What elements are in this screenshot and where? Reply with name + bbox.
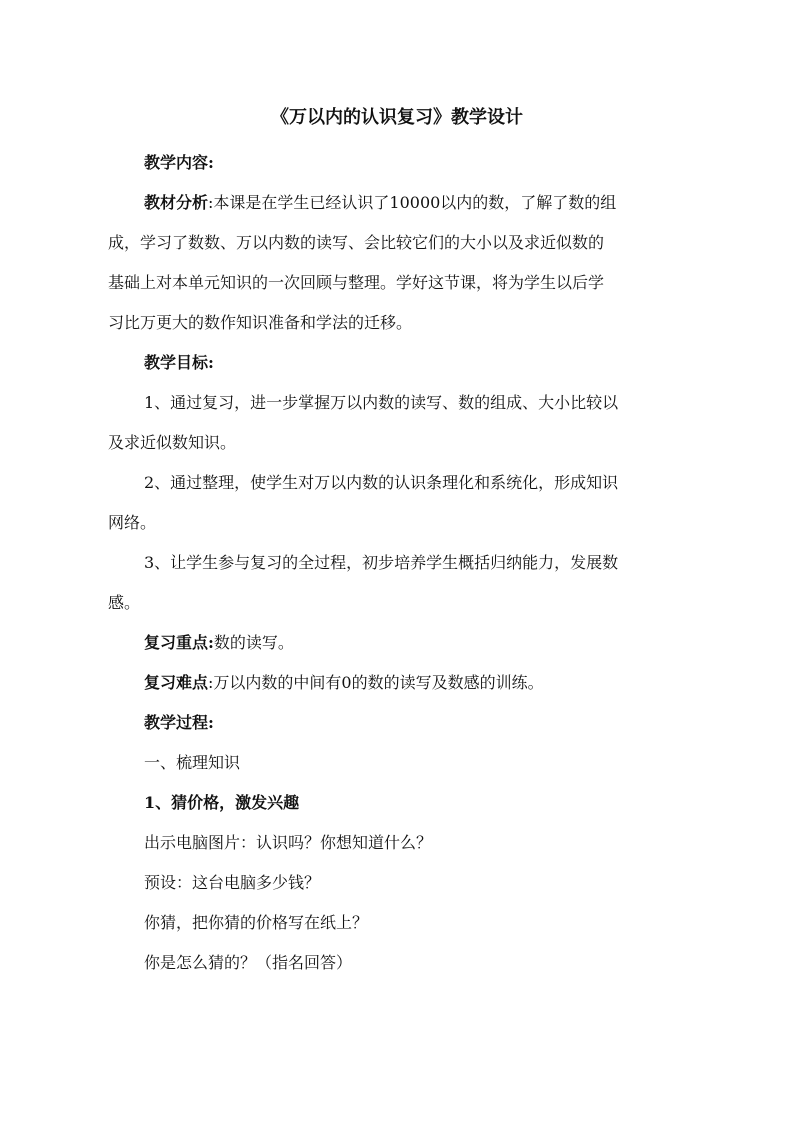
goal-2-line-1: 2、通过整理，使学生对万以内数的认识条理化和系统化，形成知识 [144, 473, 619, 492]
goal-3-line-2: 感。 [108, 593, 141, 612]
difficulty-line [108, 663, 694, 703]
goal-1-line-2: 及求近似数知识。 [108, 433, 237, 452]
material-analysis-text: :本课是在学生已经认识了10000以内的数，了解了数的组 [208, 193, 617, 212]
material-analysis-line-3: 基础上对本单元知识的一次回顾与整理。学好这节课，将为学生以后学 [108, 273, 605, 292]
process-paragraph-1: 出示电脑图片：认识吗？你想知道什么？ [144, 833, 433, 852]
process-item-1: 1、猜价格，激发兴趣 [144, 793, 300, 812]
document-title: 《万以内的认识复习》教学设计 [271, 107, 523, 128]
document-body [108, 143, 694, 983]
goal-2-line-2: 网络。 [108, 513, 157, 532]
teaching-goals-heading: 教学目标: [144, 353, 214, 372]
material-analysis-line-2: 成，学习了数数、万以内数的读写、会比较它们的大小以及求近似数的 [108, 233, 605, 252]
teaching-process-heading: 教学过程: [144, 713, 214, 732]
material-analysis-line-4: 习比万更大的数作知识准备和学法的迁移。 [108, 313, 413, 332]
goal-1-line-1: 1、通过复习，进一步掌握万以内数的读写、数的组成、大小比较以 [144, 393, 619, 412]
goal-3-line-1: 3、让学生参与复习的全过程，初步培养学生概括归纳能力，发展数 [144, 553, 619, 572]
process-paragraph-4: 你是怎么猜的？（指名回答） [144, 953, 353, 972]
difficulty-text: :万以内数的中间有0的数的读写及数感的训练。 [208, 673, 544, 692]
material-analysis-label: 教材分析 [144, 193, 209, 212]
difficulty-label: 复习难点 [144, 673, 209, 692]
process-paragraph-3: 你猜，把你猜的价格写在纸上？ [144, 913, 369, 932]
process-paragraph-2: 预设：这台电脑多少钱？ [144, 873, 321, 892]
key-point-text: 数的读写。 [213, 633, 294, 652]
process-section-1: 一、梳理知识 [144, 753, 241, 772]
teaching-content-heading: 教学内容: [144, 153, 214, 172]
key-point-line [108, 623, 694, 663]
material-analysis-line-1 [108, 183, 694, 223]
key-point-label: 复习重点: [144, 633, 214, 652]
